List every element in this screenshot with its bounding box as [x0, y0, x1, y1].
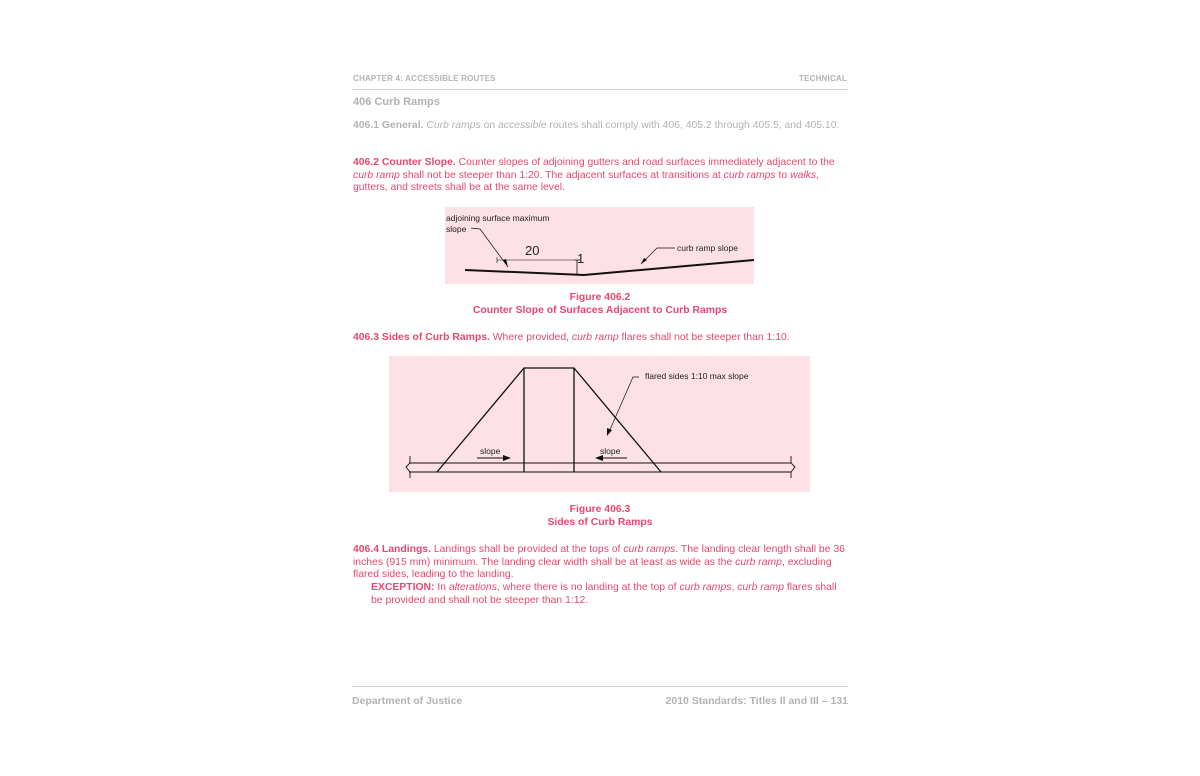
- text-run: flares shall not be steeper than 1:10.: [618, 332, 790, 343]
- text-run: Where provided,: [489, 332, 572, 343]
- defined-term: curb ramp: [571, 332, 619, 343]
- defined-term: accessible: [498, 120, 547, 131]
- figure-406-3-caption: [352, 504, 848, 529]
- footer-agency: Department of Justice: [352, 695, 463, 707]
- text-run: , gutters, and streets shall be at the same level.: [353, 169, 819, 194]
- defined-term: curb ramp: [735, 556, 782, 568]
- header-rule: [352, 89, 848, 90]
- footer-rule: [352, 686, 848, 687]
- text-run: Counter slopes of adjoining gutters and road surfaces immediately adjacent to the: [455, 157, 835, 168]
- label-curb-ramp-slope: curb ramp slope: [677, 243, 738, 253]
- caption-title: Sides of Curb Ramps: [547, 516, 653, 528]
- text-run: In: [434, 582, 449, 593]
- text-run: ,: [731, 582, 738, 593]
- run-value: 20: [525, 243, 540, 258]
- text-run: on: [480, 120, 498, 131]
- paragraph-406-1: [353, 120, 848, 133]
- paragraph-label: 406.2 Counter Slope.: [353, 157, 456, 168]
- label-slope-left: slope: [480, 446, 501, 456]
- defined-term: curb ramps: [623, 544, 676, 555]
- paragraph-406-4: [353, 544, 848, 582]
- caption-number: Figure 406.2: [569, 292, 631, 303]
- label-adjoining-slope: slope: [446, 224, 467, 234]
- defined-term: alterations: [448, 582, 497, 593]
- section-title: 406 Curb Ramps: [353, 96, 440, 108]
- text-run: to: [775, 169, 791, 181]
- paragraph-label: 406.3 Sides of Curb Ramps.: [353, 332, 490, 343]
- rise-value: 1: [577, 251, 585, 266]
- exception-label: EXCEPTION:: [371, 582, 435, 593]
- paragraph-label: 406.1 General.: [353, 120, 424, 131]
- paragraph-406-3: [353, 332, 848, 345]
- defined-term: curb ramp: [737, 582, 784, 593]
- text-run: Landings shall be provided at the tops of: [430, 544, 624, 555]
- text-run: , where there is no landing at the top of: [496, 582, 680, 593]
- text-run: routes shall comply with 406, 405.2 through 405.5, and 405.10.: [546, 120, 840, 131]
- text-run: flares shall be provided and shall not be steeper than 1:12.: [371, 582, 837, 606]
- category-header: TECHNICAL: [798, 74, 847, 83]
- footer-page-number: 2010 Standards: Titles II and III – 131: [665, 695, 848, 707]
- figure-406-3-diagram: [389, 356, 810, 492]
- defined-term: curb ramps: [679, 582, 732, 593]
- label-slope-right: slope: [600, 446, 621, 456]
- figure-406-2-diagram: [445, 207, 754, 284]
- exception-406-4: [371, 582, 848, 607]
- chapter-header: CHAPTER 4: ACCESSIBLE ROUTES: [353, 74, 496, 83]
- paragraph-label: 406.4 Landings.: [353, 544, 431, 555]
- defined-term: walks: [790, 169, 817, 181]
- defined-term: curb ramps: [723, 169, 776, 181]
- figure-406-2-caption: [352, 292, 848, 317]
- caption-number: Figure 406.3: [569, 504, 631, 515]
- caption-title: Counter Slope of Surfaces Adjacent to Curb Ramps: [472, 304, 728, 316]
- label-flared-sides: flared sides 1:10 max slope: [645, 371, 749, 381]
- document-page: [352, 0, 848, 776]
- text-run: shall not be steeper than 1:20. The adjacent surfaces at transitions at: [399, 169, 724, 181]
- text-run: . The landing clear length shall be 36 inches (915 mm) minimum. The landing clear width shall be at least as wide as the: [353, 544, 845, 568]
- text-run: , excluding flared sides, leading to the landing.: [353, 556, 832, 581]
- label-adjoining-surface: adjoining surface maximum: [446, 213, 550, 223]
- defined-term: Curb ramps: [426, 120, 481, 131]
- defined-term: curb ramp: [353, 169, 400, 181]
- paragraph-406-2: [353, 157, 848, 195]
